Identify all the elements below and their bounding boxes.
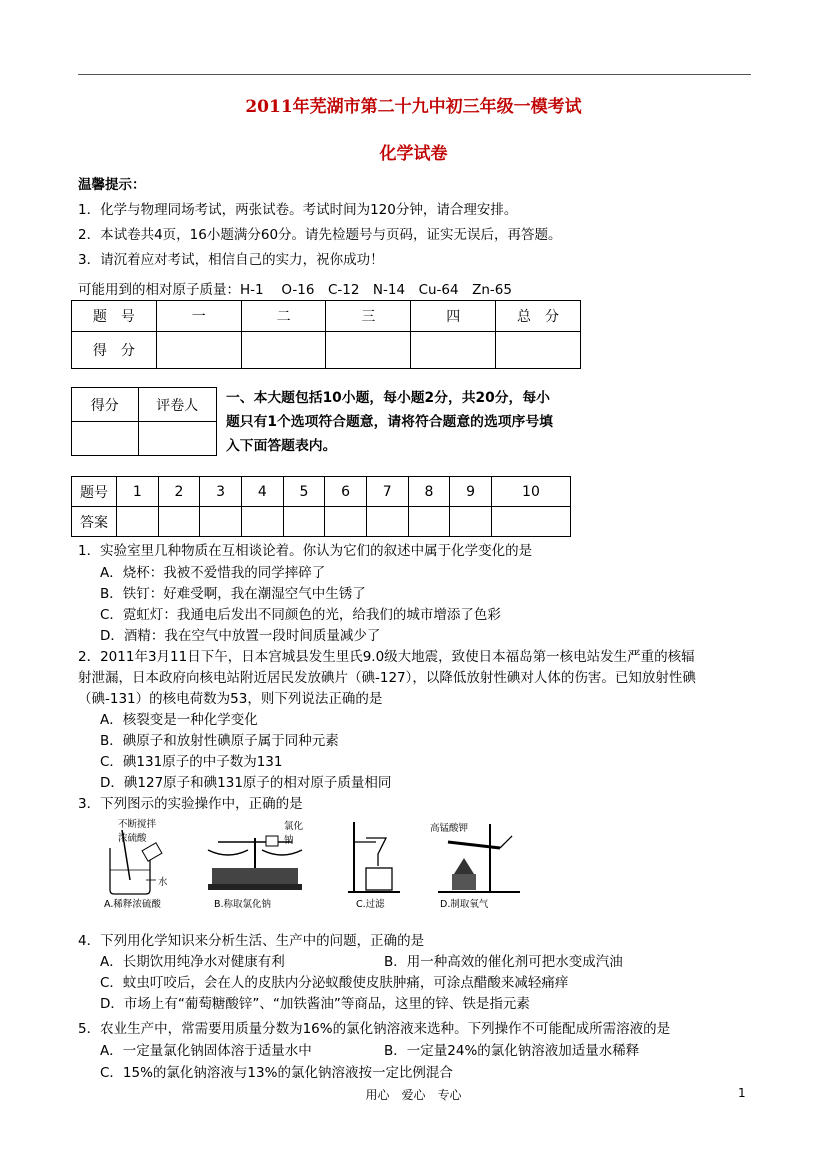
answer-table	[71, 476, 571, 537]
score-row-label: 得 分	[72, 332, 157, 369]
answer-row-label: 题号	[72, 477, 117, 507]
score-header-cell: 题 号	[72, 301, 157, 332]
question-1-option: C．霓虹灯：我通电后发出不同颜色的光，给我们的城市增添了色彩	[100, 607, 501, 623]
answer-row-label: 答案	[72, 507, 117, 537]
header-rule	[78, 74, 751, 75]
page-number: 1	[738, 1086, 746, 1100]
filter-illustration	[344, 818, 414, 898]
score-input-cell[interactable]	[156, 332, 241, 369]
question-5-option: A．一定量氯化钠固体溶于适量水中	[100, 1043, 312, 1059]
score-input-cell[interactable]	[496, 332, 581, 369]
score-input-cell[interactable]	[241, 332, 326, 369]
answer-input-cell[interactable]	[325, 507, 367, 537]
score-input-cell[interactable]	[326, 332, 411, 369]
answer-input-cell[interactable]	[283, 507, 325, 537]
question-1-option: B．铁钉：好难受啊，我在潮湿空气中生锈了	[100, 586, 366, 602]
score-input-cell[interactable]	[411, 332, 496, 369]
answer-input-cell[interactable]	[408, 507, 450, 537]
answer-number-cell: 4	[241, 477, 283, 507]
figure-b-label: 氯化钠	[284, 821, 304, 846]
page-subtitle: 化学试卷	[379, 144, 448, 164]
answer-input-cell[interactable]	[117, 507, 159, 537]
score-header-cell: 三	[326, 301, 411, 332]
question-2-stem: （碘-131）的核电荷数为53，则下列说法正确的是	[78, 691, 383, 707]
grader-score-label: 得分	[72, 388, 139, 422]
answer-number-cell: 9	[450, 477, 492, 507]
section1-intro: 一、本大题包括10小题，每小题2分，共20分，每小	[226, 390, 550, 406]
figure-a-label: 水	[158, 877, 168, 888]
figure-a-dilute-acid	[100, 818, 192, 910]
question-5-option: B．一定量24%的氯化钠溶液加适量水稀释	[384, 1043, 640, 1059]
answer-input-cell[interactable]	[450, 507, 492, 537]
question-5-option: C．15%的氯化钠溶液与13%的氯化钠溶液按一定比例混合	[100, 1065, 453, 1081]
question-2-stem: 射泄漏，日本政府向核电站附近居民发放碘片（碘-127），以降低放射性碘对人体的伤害。已知放射性碘	[78, 670, 696, 686]
answer-input-cell[interactable]	[158, 507, 200, 537]
question-4-stem: 4．下列用化学知识来分析生活、生产中的问题，正确的是	[78, 933, 425, 949]
tips-heading: 温馨提示：	[78, 177, 146, 193]
question-5-stem: 5．农业生产中，常需要用质量分数为16%的氯化钠溶液来选种。下列操作不可能配成所需溶液的是	[78, 1021, 671, 1037]
figure-a-caption: A.稀释浓硫酸	[104, 899, 161, 910]
tip-item: 2．本试卷共4页，16小题满分60分。请先检题号与页码，证实无误后，再答题。	[78, 227, 562, 243]
answer-number-cell: 1	[117, 477, 159, 507]
answer-number-cell: 2	[158, 477, 200, 507]
answer-number-cell: 7	[366, 477, 408, 507]
question-2-option: C．碘131原子的中子数为131	[100, 754, 283, 770]
page-title: 2011年芜湖市第二十九中初三年级一模考试	[245, 97, 582, 117]
question-1-stem: 1．实验室里几种物质在互相谈论着。你认为它们的叙述中属于化学变化的是	[78, 543, 533, 559]
figure-c-filtration	[344, 818, 414, 910]
answer-input-cell[interactable]	[241, 507, 283, 537]
question-4-option: A．长期饮用纯净水对健康有利	[100, 954, 285, 970]
question-2-stem: 2．2011年3月11日下午，日本宫城县发生里氏9.0级大地震，致使日本福岛第一核电站发生严重的核辐	[78, 649, 695, 665]
figure-a-label: 浓硫酸	[118, 833, 147, 844]
answer-number-cell: 3	[200, 477, 242, 507]
question-4-option: C．蚊虫叮咬后，会在人的皮肤内分泌蚁酸使皮肤肿痛，可涂点醋酸来减轻痛痒	[100, 975, 569, 991]
question-3-stem: 3．下列图示的实验操作中，正确的是	[78, 796, 303, 812]
figure-a-label: 不断搅拌	[118, 819, 157, 830]
grader-table	[71, 387, 217, 456]
figure-b-weigh-salt	[200, 818, 312, 910]
score-table	[71, 300, 581, 369]
section1-intro: 题只有1个选项符合题意，请将符合题意的选项序号填	[226, 414, 553, 430]
footer-motto: 用心 爱心 专心	[365, 1088, 462, 1102]
figure-d-label: 高锰酸钾	[430, 823, 469, 834]
section1-intro: 入下面答题表内。	[226, 438, 337, 454]
figure-c-caption: C.过滤	[356, 899, 385, 910]
score-header-cell: 二	[241, 301, 326, 332]
tip-item: 1．化学与物理同场考试，两张试卷。考试时间为120分钟，请合理安排。	[78, 202, 518, 218]
question-4-option: D．市场上有“葡萄糖酸锌”、“加铁酱油”等商品，这里的锌、铁是指元素	[100, 996, 530, 1012]
grader-name-cell[interactable]	[138, 422, 216, 456]
answer-input-cell[interactable]	[491, 507, 570, 537]
answer-number-cell: 6	[325, 477, 367, 507]
question-1-option: D．酒精：我在空气中放置一段时间质量减少了	[100, 628, 381, 644]
atomic-mass-line: 可能用到的相对原子质量：H-1 O-16 C-12 N-14 Cu-64 Zn-65	[78, 282, 512, 298]
figure-d-oxygen	[430, 818, 530, 910]
question-4-option: B．用一种高效的催化剂可把水变成汽油	[384, 954, 623, 970]
score-header-cell: 总 分	[496, 301, 581, 332]
grader-name-label: 评卷人	[138, 388, 216, 422]
answer-number-cell: 10	[491, 477, 570, 507]
answer-number-cell: 5	[283, 477, 325, 507]
score-header-cell: 四	[411, 301, 496, 332]
tip-item: 3．请沉着应对考试，相信自己的实力，祝你成功！	[78, 252, 384, 268]
score-header-cell: 一	[156, 301, 241, 332]
question-2-option: A．核裂变是一种化学变化	[100, 712, 258, 728]
answer-number-cell: 8	[408, 477, 450, 507]
grader-score-cell[interactable]	[72, 422, 139, 456]
question-2-option: D．碘127原子和碘131原子的相对原子质量相同	[100, 775, 392, 791]
question-1-option: A．烧杯：我被不爱惜我的同学摔碎了	[100, 565, 326, 581]
figure-d-caption: D.制取氧气	[440, 899, 489, 910]
answer-input-cell[interactable]	[200, 507, 242, 537]
answer-input-cell[interactable]	[366, 507, 408, 537]
figure-b-caption: B.称取氯化钠	[214, 899, 272, 910]
question-2-option: B．碘原子和放射性碘原子属于同种元素	[100, 733, 339, 749]
